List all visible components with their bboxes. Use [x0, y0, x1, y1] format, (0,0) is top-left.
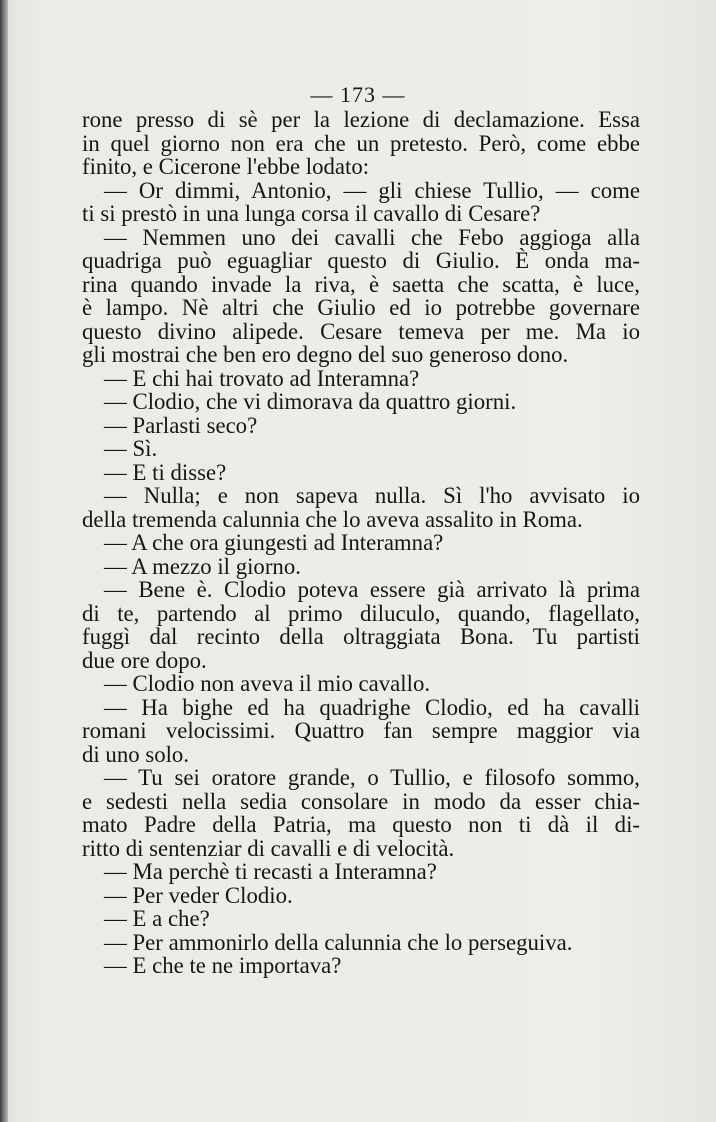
text-line: finito, e Cicerone l'ebbe lodato: [82, 154, 370, 179]
text-line: — E chi hai trovato ad Interamna? [104, 365, 420, 391]
text-line: — Ma perchè ti recasti a Interamna? [104, 859, 437, 884]
text-line: — E che te ne importava? [104, 953, 342, 978]
text-line: ti si prestò in una lunga corsa il cavallo di Cesare? [82, 201, 541, 226]
text-line: — Sì. [104, 436, 158, 461]
text-line: della tremenda calunnia che lo aveva assalito in Roma. [82, 506, 583, 532]
text-line: — Nulla; e non sapeva nulla. Sì l'ho avvisato io [104, 483, 640, 508]
text-line: — A mezzo il giorno. [104, 553, 301, 579]
text-line: e sedesti nella sedia consolare in modo da esser chia- [82, 788, 640, 814]
page-binding-edge [0, 0, 8, 1122]
text-line: è lampo. Nè altri che Giulio ed io potrebbe governare [82, 295, 640, 320]
text-line: — Bene è. Clodio poteva essere già arrivato là prima [104, 577, 640, 602]
text-line: due ore dopo. [82, 647, 207, 673]
text-line: — Clodio, che vi dimorava da quattro giorni. [104, 389, 517, 414]
text-line: — Ha bighe ed ha quadrighe Clodio, ed ha cavalli [104, 694, 640, 720]
text-line: — E a che? [104, 906, 210, 931]
text-line: rone presso di sè per la lezione di declamazione. Essa [82, 107, 640, 132]
body-text [82, 108, 640, 978]
text-line: in quel giorno non era che un pretesto. Però, come ebbe [82, 130, 640, 156]
text-line: rina quando invade la riva, è saetta che scatta, è luce, [82, 271, 640, 297]
text-line: — Tu sei oratore grande, o Tullio, e filosofo sommo, [104, 765, 640, 790]
text-line: romani velocissimi. Quattro fan sempre maggior via [82, 718, 640, 743]
text-line: — Or dimmi, Antonio, — gli chiese Tullio, — come [104, 177, 640, 203]
bottom-margin [0, 1000, 716, 1122]
text-line: — E ti disse? [104, 459, 227, 485]
text-line: gli mostrai che ben ero degno del suo generoso dono. [82, 342, 569, 367]
text-line: questo divino alipede. Cesare temeva per me. Ma io [82, 318, 640, 344]
text-line: — Clodio non aveva il mio cavallo. [104, 671, 431, 696]
text-line: quadriga può eguagliar questo di Giulio. È onda ma- [82, 248, 640, 273]
text-line: fuggì dal recinto della oltraggiata Bona. Tu partisti [82, 624, 640, 649]
text-line: ritto di sentenziar di cavalli e di velocità. [82, 835, 455, 861]
page-number: — 173 — [310, 82, 406, 107]
text-line: — A che ora giungesti ad Interamna? [104, 530, 444, 555]
text-line: di te, partendo al primo diluculo, quando, flagellato, [82, 600, 640, 626]
text-line: mato Padre della Patria, ma questo non ti dà il di- [82, 812, 640, 837]
text-line: — Per veder Clodio. [104, 882, 293, 908]
text-line: — Nemmen uno dei cavalli che Febo aggioga alla [104, 224, 640, 250]
text-line: di uno solo. [82, 741, 190, 767]
text-line: — Parlasti seco? [104, 412, 258, 438]
text-line: — Per ammonirlo della calunnia che lo perseguiva. [104, 929, 573, 955]
